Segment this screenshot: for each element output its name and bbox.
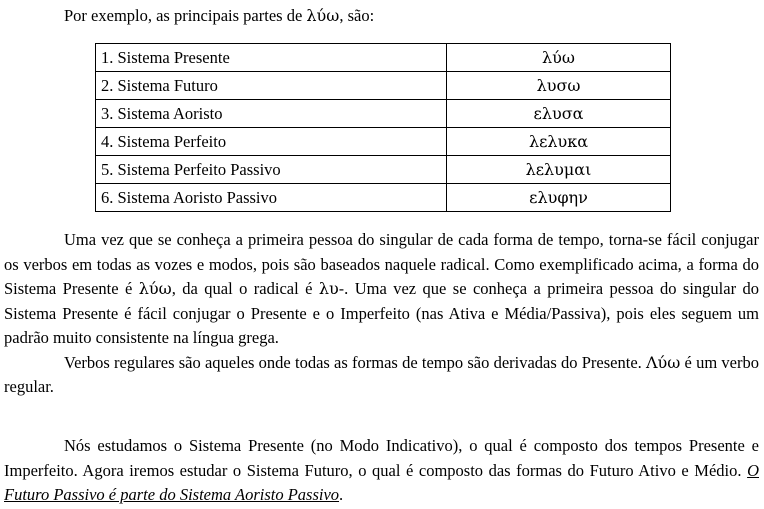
paragraph1-text-2: , da qual o radical é [171,279,319,298]
system-name-cell: 6. Sistema Aoristo Passivo [96,184,447,212]
principal-parts-table-body [96,44,671,212]
paragraph3-text-1: Nós estudamos o Sistema Presente (no Modo Indicativo), o qual é composto dos tempos Presente e Imperfeito. Agora iremos estudar o Sistema Futuro, o qual é composto das formas do Futuro Ativo e Médio. [4,436,759,480]
body-paragraph-future [4,434,759,508]
system-name-cell: 2. Sistema Futuro [96,72,447,100]
paragraph2-text-1: Verbos regulares são aqueles onde todas as formas de tempo são derivadas do Presente. [64,352,646,372]
paragraph-future-system [4,434,759,508]
greek-form-cell: λύω [447,44,671,72]
table-row [96,100,671,128]
system-name-cell: 4. Sistema Perfeito [96,128,447,156]
greek-form-cell: λελυμαι [447,156,671,184]
table-row [96,184,671,212]
paragraph3-end: . [339,485,344,504]
table-row [96,156,671,184]
paragraph2-verb: Λύω [646,352,681,372]
intro-text-after: , são: [339,6,375,25]
intro-verb: λύω [306,6,340,25]
paragraph1-radical: λυ- [318,279,345,298]
paragraph3-underlined-note: O Futuro Passivo é parte do Sistema Aoristo Passivo [4,460,759,504]
system-name-cell: 3. Sistema Aoristo [96,100,447,128]
principal-parts-table [95,43,671,212]
paragraph-regular-verbs [4,351,759,400]
intro-line [64,5,374,27]
table-row [96,128,671,156]
greek-form-cell: λελυκα [447,128,671,156]
greek-form-cell: λυσω [447,72,671,100]
intro-text-before: Por exemplo, as principais partes de [64,6,307,25]
paragraph1-text-1: Uma vez que se conheça a primeira pessoa do singular de cada forma de tempo, torna-se fácil conjugar os verbos em todas as vozes e modos, pois são baseados naquele radical. Como exemplificado acima, a forma do Sistema Presente é [4,230,759,298]
paragraph-conjugation [4,228,759,351]
body-paragraphs [4,228,759,400]
paragraph2-text-2: é um verbo regular. [4,352,759,396]
paragraph1-verb: λύω [138,279,172,298]
paragraph1-text-3: . Uma vez que se conheça a primeira pessoa do singular do Sistema Presente é fácil conjugar o Presente e o Imperfeito (nas Ativa e Média/Passiva), pois eles seguem um padrão muito consistente na língua grega. [4,279,759,347]
table-row [96,44,671,72]
table-row [96,72,671,100]
greek-form-cell: ελυφην [447,184,671,212]
greek-form-cell: ελυσα [447,100,671,128]
system-name-cell: 1. Sistema Presente [96,44,447,72]
system-name-cell: 5. Sistema Perfeito Passivo [96,156,447,184]
